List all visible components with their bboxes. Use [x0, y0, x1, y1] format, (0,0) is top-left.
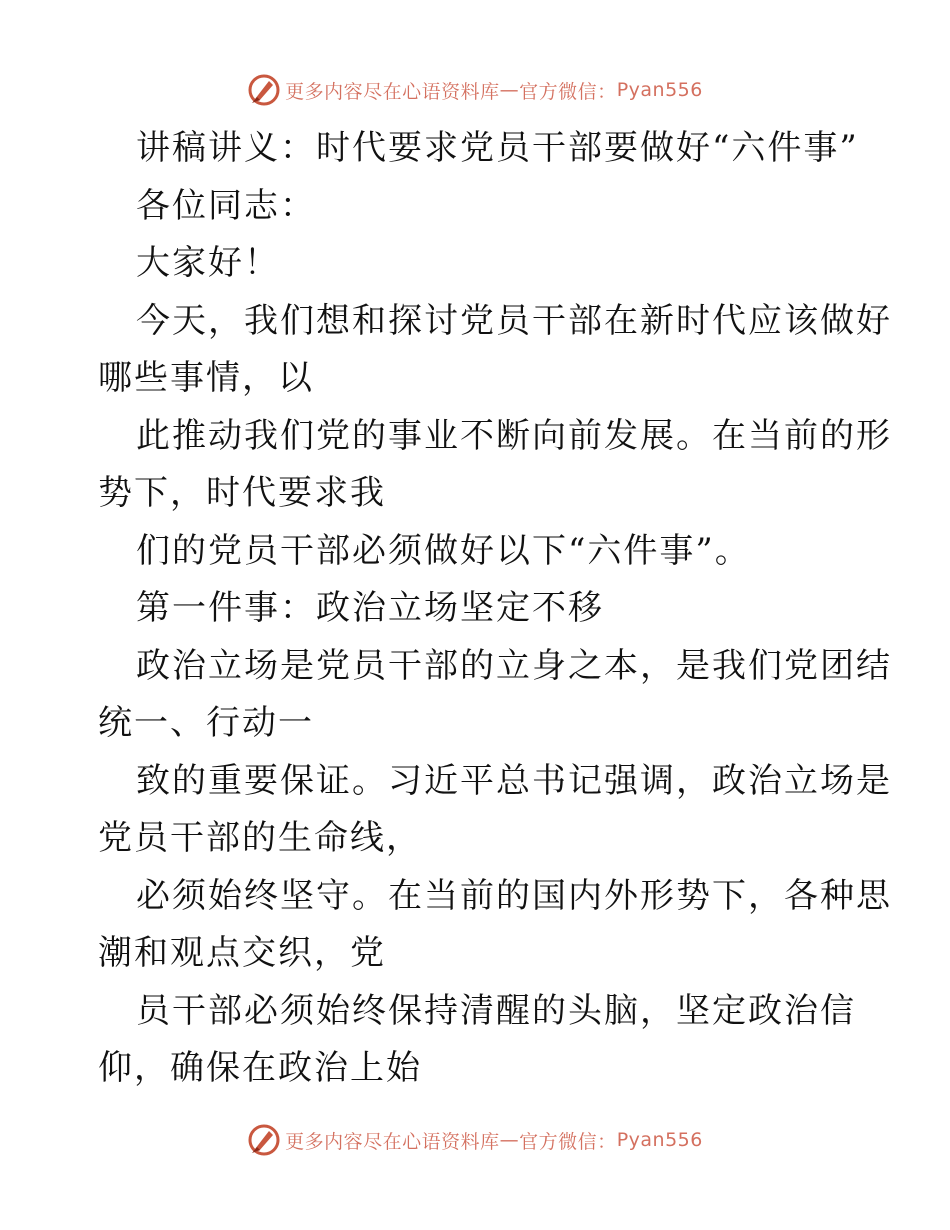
watermark-dash: — — [499, 79, 520, 101]
text-line: 致的重要保证。习近平总书记强调，政治立场是 — [136, 760, 892, 801]
text-line: 势下，时代要求我 — [98, 473, 386, 513]
text-line: 大家好！ — [136, 243, 280, 283]
watermark-wechat-id: Pyan556 — [616, 1129, 703, 1151]
text-line: 哪些事情，以 — [98, 358, 314, 398]
text-line: 政治立场是党员干部的立身之本，是我们党团结 — [136, 645, 892, 686]
text-line: 统一、行动一 — [98, 703, 314, 743]
watermark-wechat-id: Pyan556 — [616, 79, 703, 101]
watermark-site-text: 更多内容尽在心语资料库 — [285, 1130, 500, 1153]
document-body — [98, 120, 892, 1098]
watermark-wechat-label: 官方微信： — [519, 1130, 617, 1153]
watermark-dash: — — [499, 1129, 520, 1151]
text-line: 必须始终坚守。在当前的国内外形势下，各种思 — [136, 875, 892, 916]
text-line: 们的党员干部必须做好以下“六件事”。 — [136, 530, 751, 571]
text-line: 今天，我们想和探讨党员干部在新时代应该做好 — [136, 300, 892, 341]
watermark-wechat-label: 官方微信： — [519, 80, 617, 103]
header-watermark — [0, 70, 950, 110]
text-line: 潮和观点交织，党 — [98, 933, 386, 973]
section-heading: 第一件事：政治立场坚定不移 — [136, 588, 604, 628]
text-line: 此推动我们党的事业不断向前发展。在当前的形 — [136, 415, 892, 456]
pen-nib-logo-icon — [247, 1123, 281, 1157]
text-line: 员干部必须始终保持清醒的头脑，坚定政治信 — [136, 990, 856, 1031]
pen-nib-logo-icon — [247, 73, 281, 107]
text-line: 各位同志： — [136, 185, 316, 226]
watermark-site-text: 更多内容尽在心语资料库 — [285, 80, 500, 103]
text-line: 仰，确保在政治上始 — [98, 1048, 422, 1088]
document-title: 讲稿讲义：时代要求党员干部要做好“六件事” — [136, 128, 859, 168]
footer-watermark — [0, 1120, 950, 1160]
text-line: 党员干部的生命线， — [98, 818, 422, 858]
